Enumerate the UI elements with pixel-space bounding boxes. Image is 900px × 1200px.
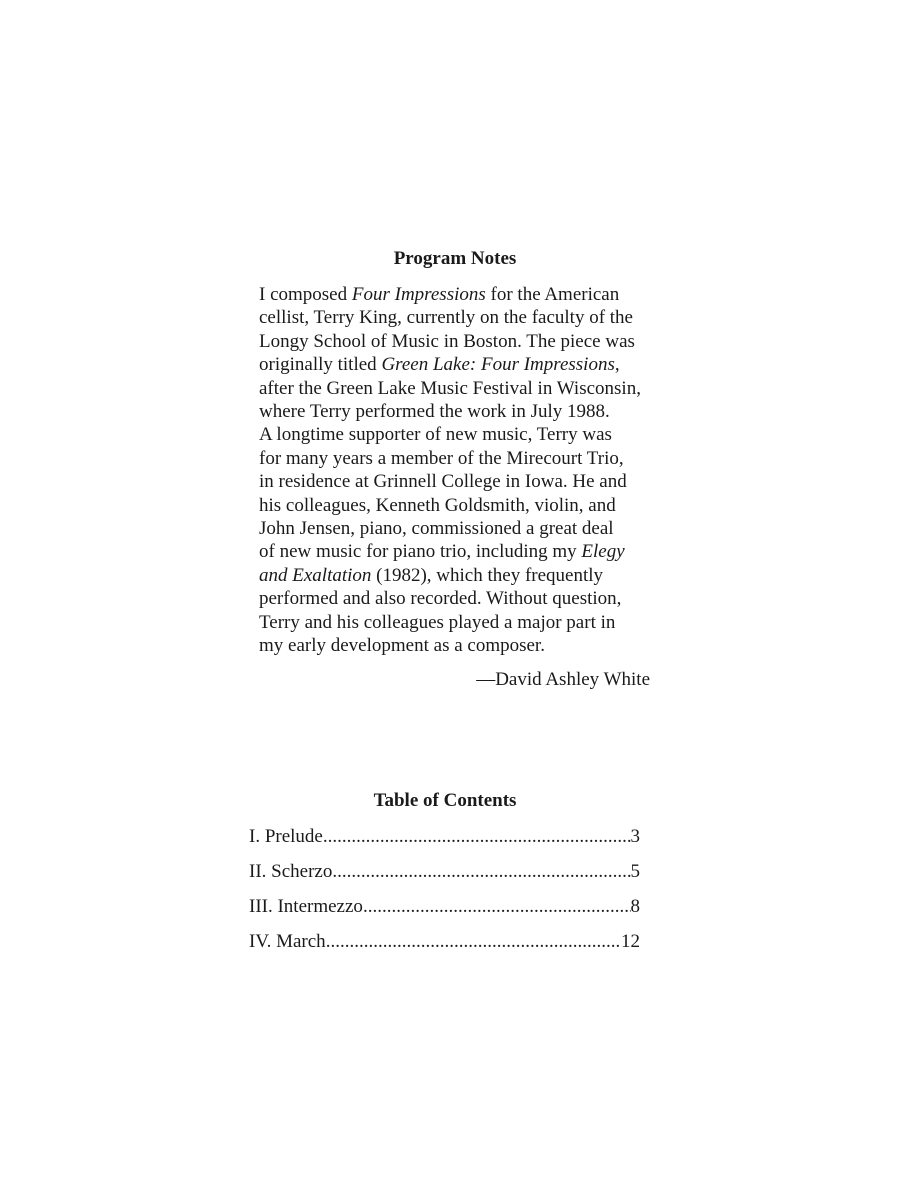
- notes-line: [259, 611, 679, 634]
- notes-line: [259, 564, 679, 587]
- toc-dot-leader: [326, 930, 621, 954]
- notes-text: in residence at Grinnell College in Iowa. He and: [259, 471, 627, 493]
- notes-text: Terry and his colleagues played a major part in: [259, 611, 616, 633]
- notes-text: for many years a member of the Mirecourt Trio,: [259, 447, 624, 469]
- notes-line: [259, 353, 679, 376]
- notes-text: cellist, Terry King, currently on the faculty of the: [259, 307, 633, 329]
- notes-text: I composed: [259, 284, 352, 305]
- notes-line: [259, 470, 679, 493]
- notes-text: (1982), which they frequently: [371, 564, 604, 586]
- toc-entry: [249, 860, 640, 895]
- toc-entry-page-number: 8: [630, 896, 640, 917]
- toc-dot-leader: [363, 895, 631, 919]
- notes-line: [259, 494, 679, 517]
- notes-line: [259, 330, 679, 353]
- notes-line: [259, 634, 679, 657]
- notes-line: [259, 540, 679, 563]
- toc-entry-page-number: 12: [621, 931, 640, 952]
- notes-line: [259, 423, 679, 446]
- table-of-contents-title: Table of Contents: [373, 790, 517, 811]
- notes-line: [259, 283, 679, 306]
- notes-line: [259, 447, 679, 470]
- notes-line: [259, 377, 679, 400]
- toc-entry: [249, 825, 640, 860]
- notes-text: Longy School of Music in Boston. The piece was: [259, 330, 635, 352]
- notes-text: originally titled: [259, 354, 382, 376]
- notes-text: his colleagues, Kenneth Goldsmith, violin, and: [259, 494, 616, 516]
- work-title-italic: Elegy: [581, 541, 625, 563]
- toc-dot-leader: [323, 825, 631, 849]
- notes-text: my early development as a composer.: [259, 635, 545, 657]
- notes-text: where Terry performed the work in July 1988.: [259, 401, 610, 423]
- toc-entry-label: IV. March: [249, 931, 326, 952]
- work-title-italic: Four Impressions: [351, 284, 486, 305]
- work-title-italic: and Exaltation: [259, 564, 372, 586]
- toc-entry-label: I. Prelude: [249, 826, 323, 847]
- notes-text: John Jensen, piano, commissioned a great deal: [259, 518, 614, 540]
- toc-dot-leader: [332, 860, 630, 884]
- program-notes-title: Program Notes: [393, 248, 517, 269]
- work-title-italic: Green Lake: Four Impressions: [381, 354, 615, 376]
- program-notes-body: [259, 283, 679, 658]
- toc-entry-label: III. Intermezzo: [249, 896, 363, 917]
- notes-text: for the American: [485, 284, 620, 305]
- toc-entry: [249, 895, 640, 930]
- notes-text: ,: [614, 354, 620, 376]
- table-of-contents: [249, 825, 640, 965]
- notes-text: of new music for piano trio, including my: [259, 541, 582, 563]
- notes-text: after the Green Lake Music Festival in Wisconsin,: [259, 377, 641, 399]
- notes-line: [259, 517, 679, 540]
- toc-entry-page-number: 5: [630, 861, 640, 882]
- notes-text: performed and also recorded. Without question,: [259, 588, 622, 610]
- author-signature: —David Ashley White: [476, 669, 650, 690]
- notes-line: [259, 306, 679, 329]
- toc-entry-page-number: 3: [630, 826, 640, 847]
- notes-line: [259, 587, 679, 610]
- toc-entry: [249, 930, 640, 965]
- notes-text: A longtime supporter of new music, Terry was: [259, 424, 612, 446]
- toc-entry-label: II. Scherzo: [249, 861, 333, 882]
- notes-line: [259, 400, 679, 423]
